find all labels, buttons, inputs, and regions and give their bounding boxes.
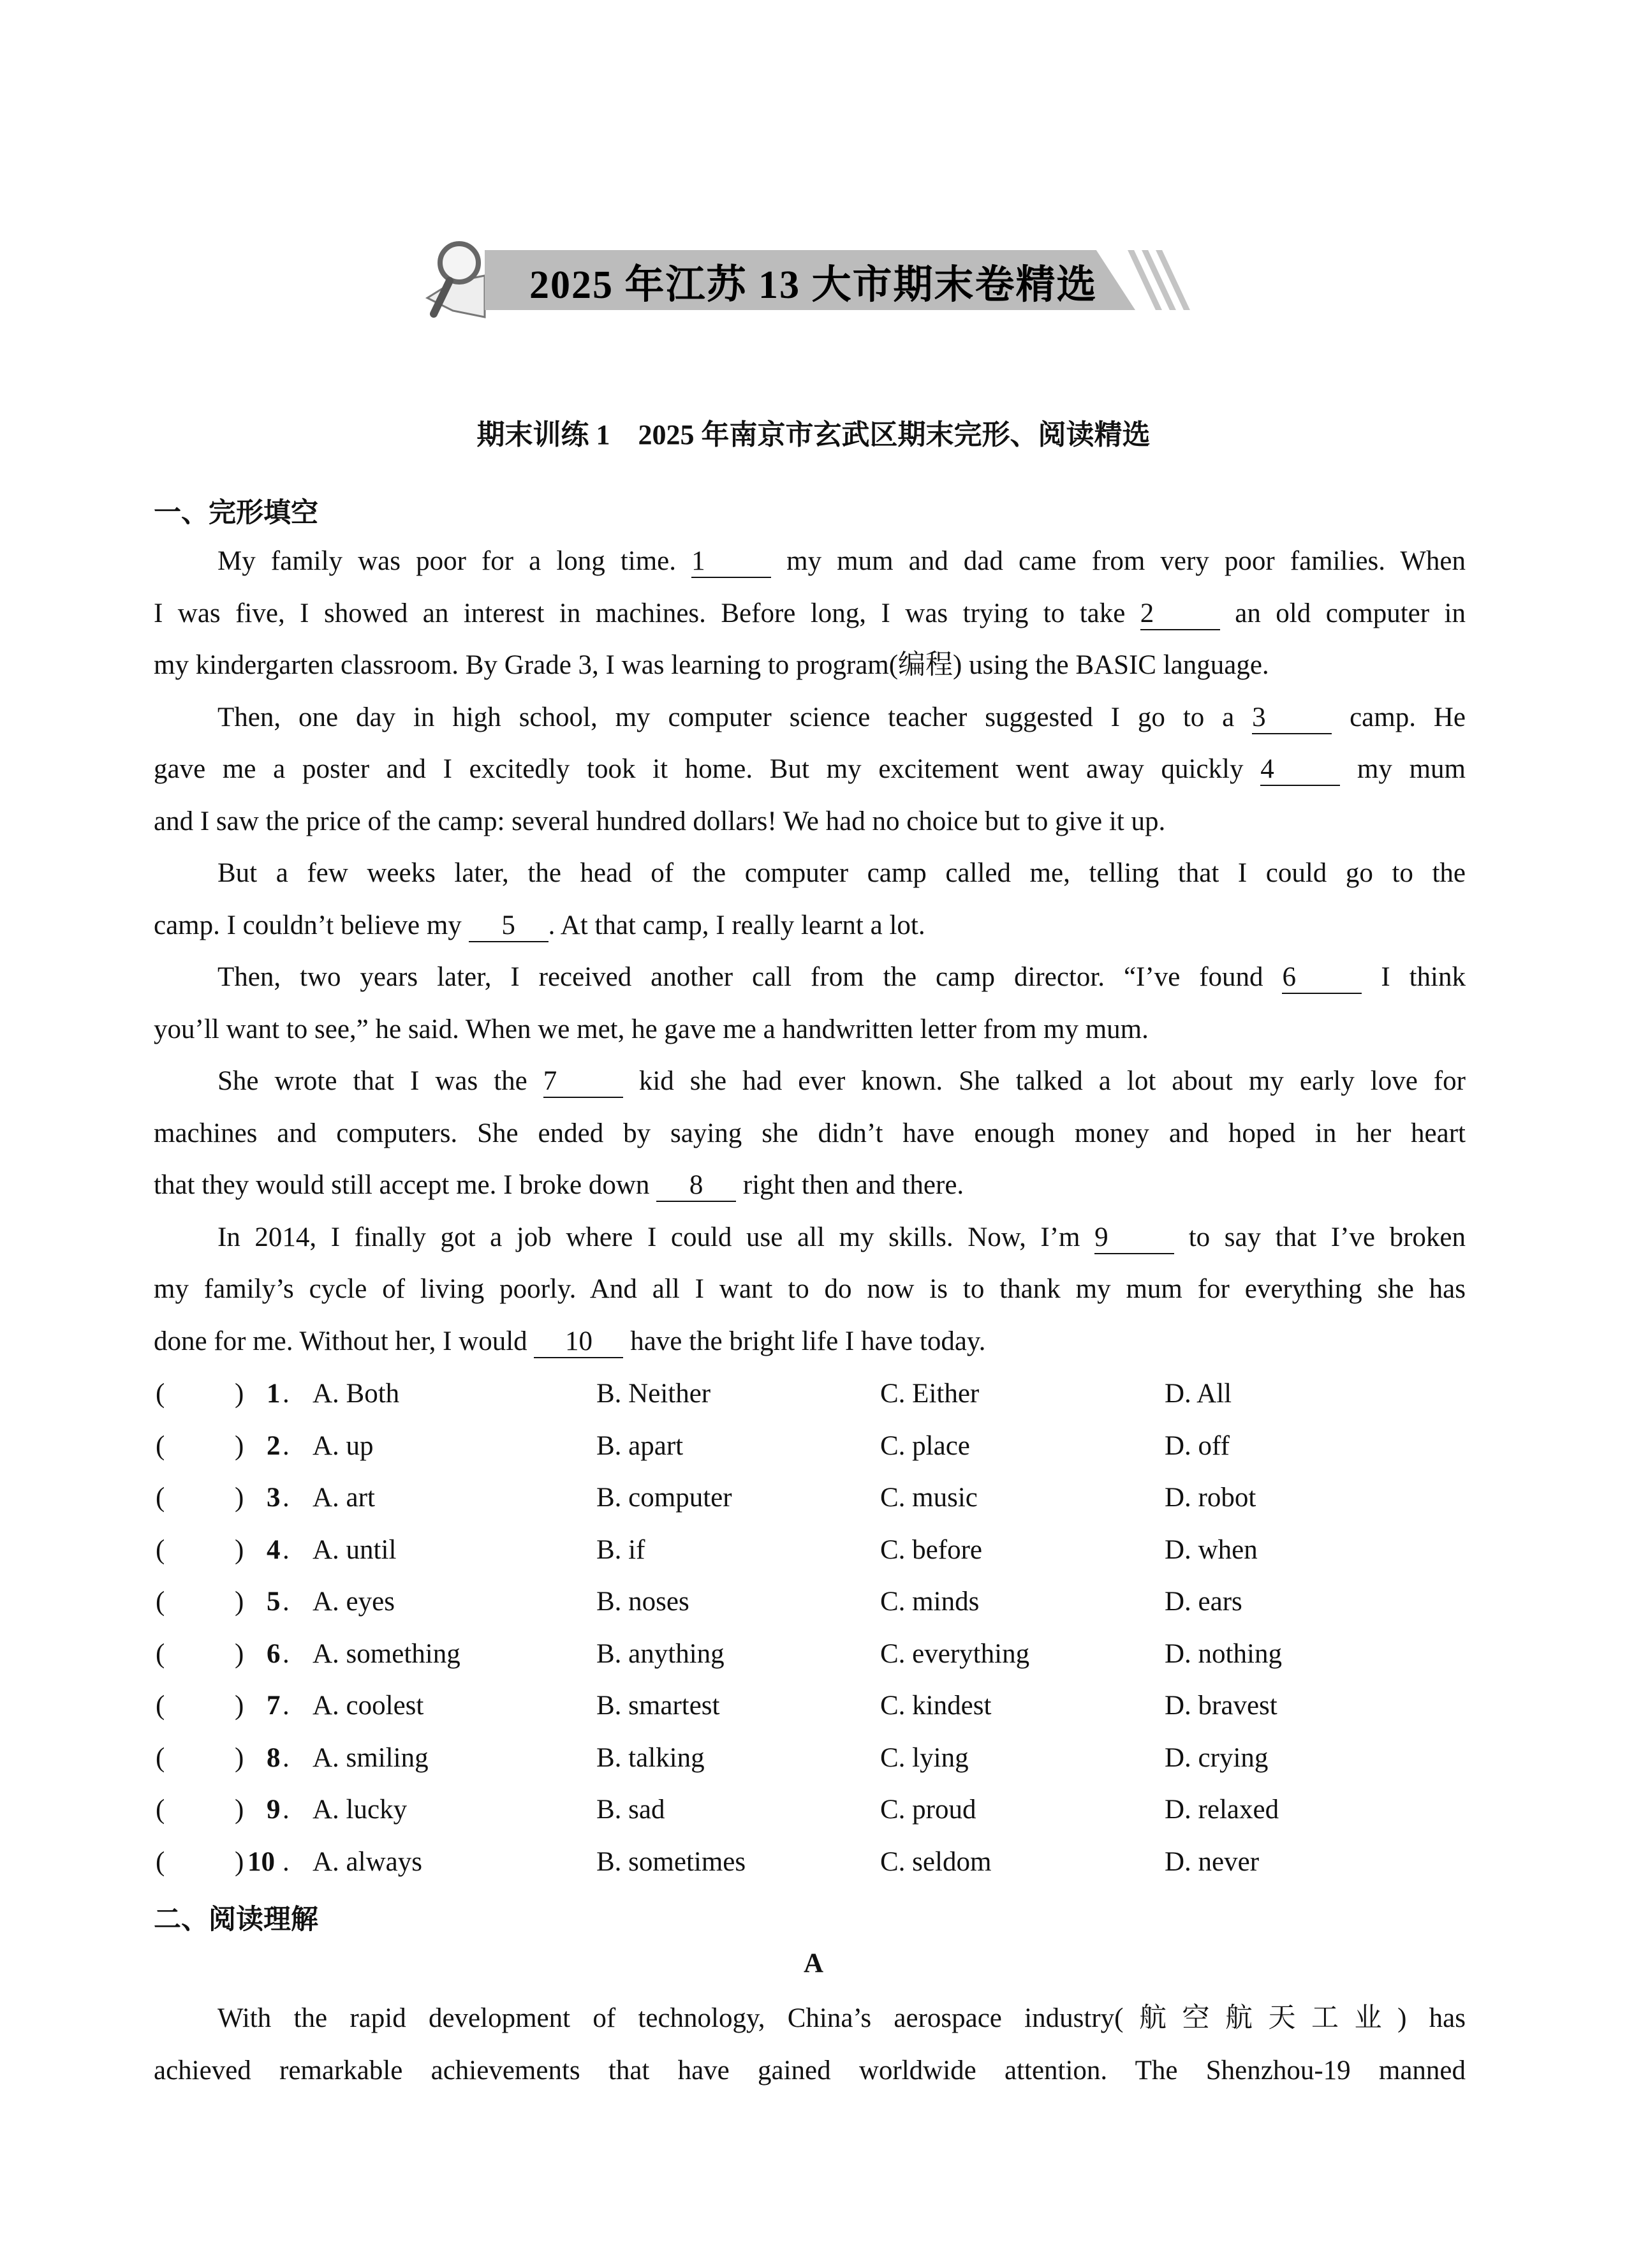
exercise-title: 期末训练 1 2025 年南京市玄武区期末完形、阅读精选 [476,419,1151,450]
text-line [154,1115,1466,1153]
answer-paren-close[interactable]: ) [235,1846,244,1877]
option-d[interactable]: D. when [1165,1534,1258,1565]
answer-paren-close[interactable]: ) [235,1483,244,1513]
magnifier-book-icon [415,237,491,320]
answer-paren-open[interactable]: ( [156,1483,165,1513]
text-segment: I think [1362,962,1466,992]
option-b[interactable]: B. Neither [596,1379,711,1409]
text-segment: an old computer in [1219,598,1466,628]
answer-blank-4[interactable]: 4 [1260,754,1340,786]
answer-paren-open[interactable]: ( [156,1742,165,1773]
answer-paren-close[interactable]: ) [235,1534,244,1565]
question-number: 9 [267,1795,281,1825]
answer-blank-6[interactable]: 6 [1282,962,1362,994]
text-segment: my mum [1340,754,1466,784]
section-heading-cloze: 一、完形填空 [154,497,318,529]
text-segment: kid she had ever known. She talked a lot about my early love for [622,1066,1466,1096]
text-segment: machines and computers. She ended by saying she didn’t have enough money and hoped in her heart [154,1118,1466,1148]
option-b[interactable]: B. talking [596,1742,705,1773]
answer-blank-3[interactable]: 3 [1252,702,1332,734]
option-c[interactable]: C. seldom [880,1846,992,1877]
answer-blank-2[interactable]: 2 [1140,598,1220,630]
answer-blank-5[interactable]: 5 [469,910,548,942]
answer-blank-9[interactable]: 9 [1094,1222,1174,1254]
answer-paren-close[interactable]: ) [235,1691,244,1721]
text-line [154,1166,1466,1204]
text-segment: Then, two years later, I received another call from the camp director. “I’ve found [217,962,1283,992]
text-segment: Then, one day in high school, my computer science teacher suggested I go to a [217,702,1253,732]
option-c[interactable]: C. everything [880,1638,1030,1669]
question-number-dot: . [283,1587,290,1617]
text-segment: you’ll want to see,” he said. When we met, he gave me a handwritten letter from my mum. [154,1014,1149,1044]
text-segment: In 2014, I finally got a job where I could use all my skills. Now, I’m [217,1222,1095,1252]
option-a[interactable]: A. smiling [313,1742,429,1773]
text-line [154,595,1466,633]
answer-blank-1[interactable]: 1 [691,546,771,578]
answer-blank-10[interactable]: 10 [534,1326,623,1358]
question-number: 7 [267,1691,281,1721]
text-segment: My family was poor for a long time. [217,546,692,576]
text-segment: my mum and dad came from very poor families. When [771,546,1466,576]
option-c[interactable]: C. music [880,1483,978,1513]
option-d[interactable]: D. All [1165,1379,1232,1409]
question-number: 3 [267,1483,281,1513]
answer-paren-close[interactable]: ) [235,1742,244,1773]
option-d[interactable]: D. nothing [1165,1638,1282,1669]
option-d[interactable]: D. bravest [1165,1691,1277,1721]
answer-paren-close[interactable]: ) [235,1379,244,1409]
text-line [154,803,1466,841]
section-heading-reading: 二、阅读理解 [154,1904,318,1936]
question-number: 8 [267,1742,281,1773]
option-d[interactable]: D. ears [1165,1587,1242,1617]
option-a[interactable]: A. coolest [313,1691,424,1721]
text-segment: my kindergarten classroom. By Grade 3, I was learning to program(编程) using the BASIC language. [154,650,1269,680]
question-number: 10 [247,1846,275,1877]
option-d[interactable]: D. off [1165,1430,1230,1461]
question-number-dot: . [283,1430,290,1461]
answer-paren-open[interactable]: ( [156,1430,165,1461]
question-number: 2 [267,1430,281,1461]
text-line [154,2052,1466,2090]
question-number: 1 [267,1379,281,1409]
text-line [154,750,1466,789]
text-segment: . At that camp, I really learnt a lot. [548,910,925,940]
text-segment: my family’s cycle of living poorly. And all I want to do now is to thank my mum for everything she has [154,1274,1466,1304]
option-b[interactable]: B. sometimes [596,1846,746,1877]
option-a[interactable]: A. Both [313,1379,400,1409]
question-number: 6 [267,1638,281,1669]
answer-paren-open[interactable]: ( [156,1534,165,1565]
question-number-dot: . [283,1379,290,1409]
question-number: 4 [267,1534,281,1565]
text-line [217,854,1466,893]
text-line [154,1323,1466,1361]
text-segment: to say that I’ve broken [1174,1222,1466,1252]
answer-blank-8[interactable]: 8 [656,1170,736,1202]
option-b[interactable]: B. apart [596,1430,684,1461]
answer-paren-open[interactable]: ( [156,1638,165,1669]
question-number-dot: . [283,1691,290,1721]
option-b[interactable]: B. sad [596,1795,665,1825]
option-d[interactable]: D. relaxed [1165,1795,1279,1825]
option-b[interactable]: B. smartest [596,1691,720,1721]
text-segment: achieved remarkable achievements that have gained worldwide attention. The Shenzhou-19 manned [154,2055,1466,2086]
text-line [217,699,1466,737]
question-number-dot: . [283,1795,290,1825]
answer-paren-close[interactable]: ) [235,1795,244,1825]
text-line [217,1999,1466,2038]
text-segment: With the rapid development of technology, China’s aerospace industry(航空航天工业) has [217,2003,1466,2033]
option-a[interactable]: A. until [313,1534,397,1565]
question-number-dot: . [283,1534,290,1565]
option-c[interactable]: C. place [880,1430,970,1461]
option-b[interactable]: B. noses [596,1587,689,1617]
option-a[interactable]: A. up [313,1430,374,1461]
text-segment: She wrote that I was the [217,1066,543,1096]
banner-title: 2025 年江苏 13 大市期末卷精选 [529,263,1098,307]
option-a[interactable]: A. eyes [313,1587,395,1617]
answer-paren-open[interactable]: ( [156,1587,165,1617]
text-line [154,1270,1466,1308]
text-line [154,646,1466,685]
option-a[interactable]: A. lucky [313,1795,408,1825]
option-b[interactable]: B. if [596,1534,645,1565]
answer-paren-open[interactable]: ( [156,1691,165,1721]
question-number-dot: . [283,1483,290,1513]
answer-paren-close[interactable]: ) [235,1430,244,1461]
answer-paren-open[interactable]: ( [156,1795,165,1825]
title-banner [408,237,1205,314]
text-segment: and I saw the price of the camp: several hundred dollars! We had no choice but to give it up. [154,806,1166,836]
option-a[interactable]: A. always [313,1846,422,1877]
option-c[interactable]: C. lying [880,1742,969,1773]
option-c[interactable]: C. kindest [880,1691,992,1721]
option-c[interactable]: C. before [880,1534,982,1565]
text-segment: done for me. Without her, I would [154,1326,534,1356]
question-number-dot: . [283,1846,290,1877]
option-d[interactable]: D. crying [1165,1742,1269,1773]
option-c[interactable]: C. minds [880,1587,980,1617]
text-line [217,542,1466,581]
option-a[interactable]: A. art [313,1483,375,1513]
text-segment: that they would still accept me. I broke down [154,1170,657,1200]
text-line [217,1062,1466,1101]
option-a[interactable]: A. something [313,1638,460,1669]
text-segment: camp. I couldn’t believe my [154,910,469,940]
text-segment: gave me a poster and I excitedly took it home. But my excitement went away quickly [154,754,1261,784]
text-segment: have the bright life I have today. [623,1326,986,1356]
text-line [154,1011,1466,1049]
option-c[interactable]: C. proud [880,1795,976,1825]
answer-paren-open[interactable]: ( [156,1846,165,1877]
text-segment: I was five, I showed an interest in machines. Before long, I was trying to take [154,598,1140,628]
option-d[interactable]: D. robot [1165,1483,1256,1513]
answer-blank-7[interactable]: 7 [543,1066,623,1098]
option-b[interactable]: B. computer [596,1483,732,1513]
question-number-dot: . [283,1742,290,1773]
text-line [154,907,1466,945]
text-segment: right then and there. [736,1170,964,1200]
answer-paren-close[interactable]: ) [235,1638,244,1669]
answer-paren-open[interactable]: ( [156,1379,165,1409]
text-segment: But a few weeks later, the head of the computer camp called me, telling that I could go to the [217,858,1466,888]
passage-label: A [803,1948,824,1978]
option-c[interactable]: C. Either [880,1379,980,1409]
text-line [217,958,1466,997]
option-d[interactable]: D. never [1165,1846,1260,1877]
text-line [217,1219,1466,1257]
question-number-dot: . [283,1638,290,1669]
text-segment: camp. He [1332,702,1466,732]
option-b[interactable]: B. anything [596,1638,725,1669]
answer-paren-close[interactable]: ) [235,1587,244,1617]
question-number: 5 [267,1587,281,1617]
